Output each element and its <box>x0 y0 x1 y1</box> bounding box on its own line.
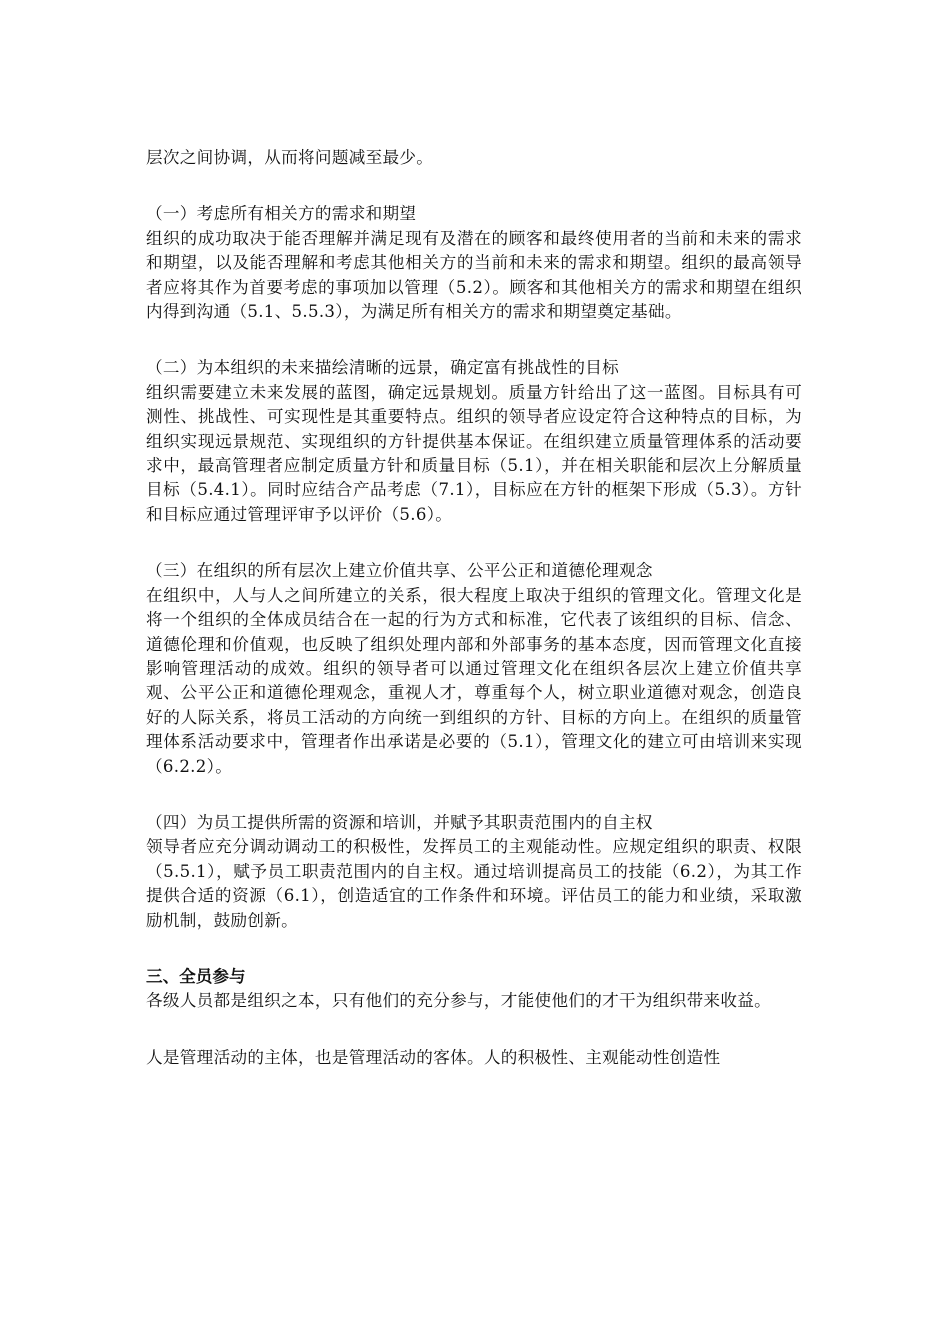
paragraph-1: 组织的成功取决于能否理解并满足现有及潜在的顾客和最终使用者的当前和未来的需求和期望，以及能否理解和考虑其他相关方的当前和未来的需求和期望。组织的最高领导者应将其作为首要考虑的事项加以管理（5.2）。顾客和其他相关方的需求和期望在组织内得到沟通（5.1、5.5.3），为满足所有相关方的需求和期望奠定基础。 <box>146 228 802 322</box>
paragraph-6: 人是管理活动的主体，也是管理活动的客体。人的积极性、主观能动性创造性 <box>146 1047 721 1067</box>
subheading-4: （四）为员工提供所需的资源和培训，并赋予其职责范围内的自主权 <box>146 812 653 832</box>
paragraph-4: 领导者应充分调动调动工的积极性，发挥员工的主观能动性。应规定组织的职责、权限（5.5.1），赋予员工职责范围内的自主权。通过培训提高员工的技能（6.2），为其工作提供合适的资源（6.1），创造适宜的工作条件和环境。评估员工的能力和业绩，采取激励机制，鼓励创新。 <box>146 837 802 930</box>
subheading-1: （一）考虑所有相关方的需求和期望 <box>146 204 417 224</box>
subheading-3: （三）在组织的所有层次上建立价值共享、公平公正和道德伦理观念 <box>146 561 653 581</box>
paragraph-5: 各级人员都是组织之本，只有他们的充分参与，才能使他们的才干为组织带来收益。 <box>146 991 772 1011</box>
paragraph-intro: 层次之间协调，从而将问题减至最少。 <box>146 148 434 167</box>
paragraph-2: 组织需要建立未来发展的蓝图，确定远景规划。质量方针给出了这一蓝图。目标具有可测性、挑战性、可实现性是其重要特点。组织的领导者应设定符合这种特点的目标，为组织实现远景规范、实现组织的方针提供基本保证。在组织建立质量管理体系的活动要求中，最高管理者应制定质量方针和质量目标（5.1），并在相关职能和层次上分解质量目标（5.4.1）。同时应结合产品考虑（7.1），目标应在方针的框架下形成（5.3）。方针和目标应通过管理评审予以评价（5.6）。 <box>146 382 802 524</box>
subheading-2: （二）为本组织的未来描绘清晰的远景，确定富有挑战性的目标 <box>146 358 620 378</box>
document-page <box>146 146 802 1070</box>
section-heading-full-participation: 三、全员参与 <box>146 966 246 986</box>
paragraph-3: 在组织中，人与人之间所建立的关系，很大程度上取决于组织的管理文化。管理文化是将一个组织的全体成员结合在一起的行为方式和标准，它代表了该组织的目标、信念、道德伦理和价值观，也反映了组织处理内部和外部事务的基本态度，因而管理文化直接影响管理活动的成效。组织的领导者可以通过管理文化在组织各层次上建立价值共享观、公平公正和道德伦理观念，重视人才，尊重每个人，树立职业道德对观念，创造良好的人际关系，将员工活动的方向统一到组织的方针、目标的方向上。在组织的质量管理体系活动要求中，管理者作出承诺是必要的（5.1），管理文化的建立可由培训来实现（6.2.2）。 <box>146 585 802 776</box>
